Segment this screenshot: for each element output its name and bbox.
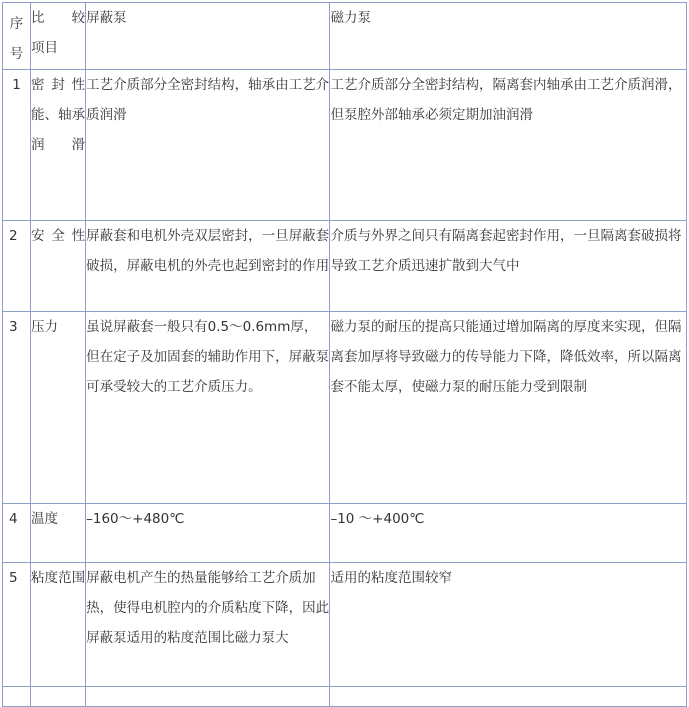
row-canned-text: 工艺介质部分全密封结构，轴承由工艺介质润滑 — [86, 70, 330, 221]
row-number: 2 — [3, 221, 31, 312]
row-magnetic-text: –10 ～+400℃ — [330, 504, 687, 563]
row-item — [31, 563, 86, 687]
comparison-table — [2, 2, 687, 707]
row-number: 1 — [3, 70, 31, 221]
header-item-line: 比 较 — [31, 10, 86, 26]
row-number: 5 — [3, 563, 31, 687]
row-item-text: 粘度范围 — [31, 570, 86, 586]
header-seq-line: 号 — [9, 46, 24, 62]
table-row — [3, 221, 687, 312]
row-magnetic-text: 工艺介质部分全密封结构，隔离套内轴承由工艺介质润滑，但泵腔外部轴承必须定期加油润滑 — [330, 70, 687, 221]
header-seq-line: 序 — [9, 16, 24, 32]
row-item: 温度 — [31, 504, 86, 563]
table-row-cutoff — [3, 687, 687, 707]
row-canned-text: –160～+480℃ — [86, 504, 330, 563]
row-item — [31, 70, 86, 221]
row-canned-text: 屏蔽电机产生的热量能够给工艺介质加热，使得电机腔内的介质粘度下降，因此屏蔽泵适用的粘度范围比磁力泵大 — [86, 563, 330, 687]
header-canned-pump: 屏蔽泵 — [86, 3, 330, 70]
row-canned-text: 屏蔽套和电机外壳双层密封，一旦屏蔽套破损，屏蔽电机的外壳也起到密封的作用 — [86, 221, 330, 312]
header-seq-cell — [3, 3, 31, 70]
header-item-line: 项目 — [31, 40, 59, 56]
row-number: 4 — [3, 504, 31, 563]
header-magnetic-pump: 磁力泵 — [330, 3, 687, 70]
row-item-text: 密封性能、轴承润滑 — [31, 77, 86, 153]
row-magnetic-text: 磁力泵的耐压的提高只能通过增加隔离的厚度来实现，但隔离套加厚将导致磁力的传导能力下降，降低效率，所以隔离套不能太厚，使磁力泵的耐压能力受到限制 — [330, 312, 687, 504]
row-magnetic-text: 介质与外界之间只有隔离套起密封作用，一旦隔离套破损将导致工艺介质迅速扩散到大气中 — [330, 221, 687, 312]
row-item-text: 安全性 — [31, 228, 86, 244]
table-row — [3, 563, 687, 687]
row-item: 压力 — [31, 312, 86, 504]
table-row — [3, 312, 687, 504]
table-row — [3, 70, 687, 221]
row-canned-text: 虽说屏蔽套一般只有0.5～0.6mm厚，但在定子及加固套的辅助作用下，屏蔽泵可承受较大的工艺介质压力。 — [86, 312, 330, 504]
header-item-cell — [31, 3, 86, 70]
header-row — [3, 3, 687, 70]
row-number: 3 — [3, 312, 31, 504]
row-magnetic-text: 适用的粘度范围较窄 — [330, 563, 687, 687]
row-item — [31, 221, 86, 312]
table-row — [3, 504, 687, 563]
